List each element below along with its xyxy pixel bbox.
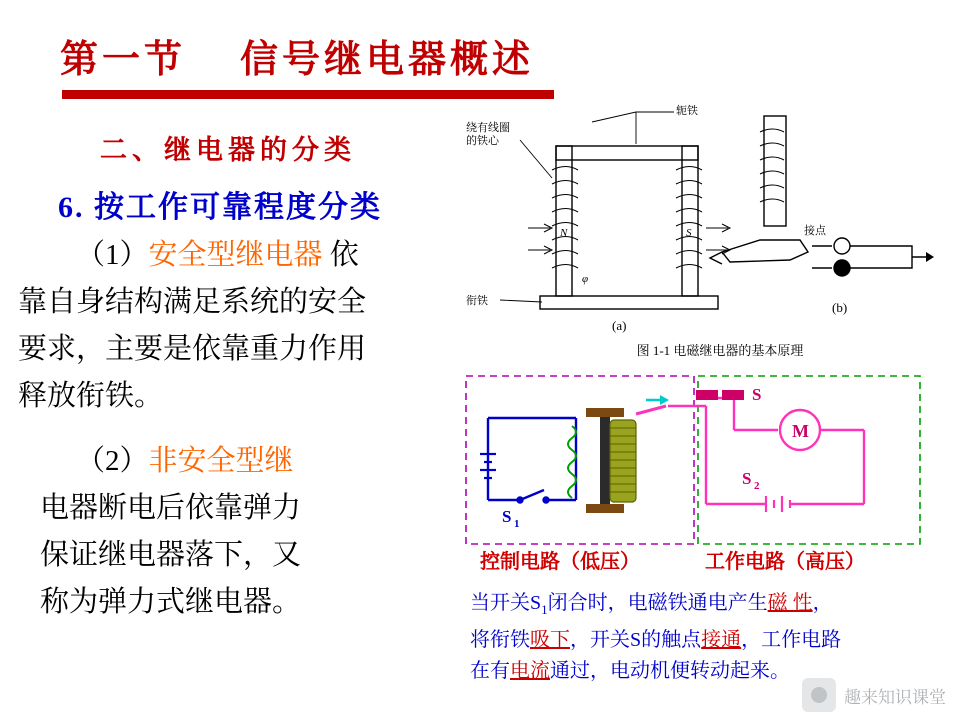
paragraph-2-term: 非安全型继 bbox=[148, 445, 294, 477]
explanation-line-3: 在有电流通过，电动机便转动起来。 bbox=[470, 660, 790, 682]
paragraph-2-line-3: 保证继电器落下，又 bbox=[40, 539, 302, 571]
label-switch-s: S bbox=[752, 385, 762, 404]
control-circuit-label: 控制电路（低压） bbox=[480, 551, 640, 573]
title-underline-bar bbox=[62, 90, 554, 99]
explanation-keyword-magnetism: 磁 性 bbox=[767, 592, 813, 614]
explanation-text bbox=[470, 588, 950, 687]
svg-text:1: 1 bbox=[514, 518, 520, 530]
svg-text:2: 2 bbox=[754, 480, 760, 492]
label-coil-core: 绕有线圈 的铁心 bbox=[466, 122, 510, 147]
page-title: 第一节 信号继电器概述 bbox=[60, 39, 535, 81]
explanation-line-2: 将衔铁吸下，开关S的触点接通，工作电路 bbox=[470, 629, 842, 651]
label-yoke: 轭铁 bbox=[676, 105, 698, 117]
explanation-line-1: 当开关$S_1$闭合时，电磁铁通电产生磁 性， bbox=[470, 592, 833, 617]
label-flux: φ bbox=[582, 273, 589, 285]
paragraph-2-line-1 bbox=[18, 438, 466, 485]
relay-principle-svg bbox=[460, 100, 946, 370]
figure-1-caption: 图 1-1 电磁继电器的基本原理 bbox=[636, 343, 804, 358]
paragraph-safety-relay bbox=[18, 232, 466, 420]
paragraph-1-line-3: 要求，主要是依靠重力作用 bbox=[18, 333, 367, 365]
label-contact: 接点 bbox=[804, 225, 826, 237]
paragraph-2-line-2: 电器断电后依靠弹力 bbox=[40, 492, 302, 524]
label-switch-s1: S bbox=[502, 507, 512, 526]
relay-principle-figure bbox=[460, 100, 946, 370]
paragraph-2-number: （2） bbox=[76, 445, 149, 477]
label-armature: 衔铁 bbox=[466, 295, 488, 307]
paragraph-unsafe-relay bbox=[18, 438, 466, 626]
label-sub-a: (a) bbox=[612, 318, 627, 333]
label-switch-s2: S bbox=[742, 469, 752, 488]
watermark-logo-icon bbox=[802, 678, 836, 712]
watermark bbox=[802, 678, 946, 712]
explanation-keyword-connect: 接通 bbox=[701, 629, 742, 651]
watermark-text: 趣来知识课堂 bbox=[844, 687, 946, 707]
subtitle: 二、继电器的分类 bbox=[100, 135, 356, 165]
paragraph-1-tail: 依 bbox=[322, 239, 359, 271]
paragraph-1-number: （1） bbox=[76, 239, 149, 271]
label-motor: M bbox=[792, 421, 809, 441]
label-n-pole: N bbox=[560, 227, 568, 239]
paragraph-1-line-2: 靠自身结构满足系统的安全 bbox=[18, 286, 367, 318]
paragraph-1-line-1 bbox=[18, 232, 466, 279]
label-sub-b: (b) bbox=[832, 300, 848, 315]
section-heading: 6. 按工作可靠程度分类 bbox=[58, 191, 382, 224]
paragraph-2-line-4: 称为弹力式继电器。 bbox=[40, 586, 302, 618]
explanation-keyword-current: 电流 bbox=[510, 660, 550, 682]
label-s-pole: S bbox=[686, 227, 692, 239]
work-circuit-label: 工作电路（高压） bbox=[705, 551, 865, 573]
circuit-legend bbox=[460, 545, 930, 575]
paragraph-1-term: 安全型继电器 bbox=[148, 239, 323, 271]
paragraph-1-line-4: 释放衔铁。 bbox=[18, 380, 164, 412]
explanation-keyword-pulldown: 吸下 bbox=[530, 629, 570, 651]
